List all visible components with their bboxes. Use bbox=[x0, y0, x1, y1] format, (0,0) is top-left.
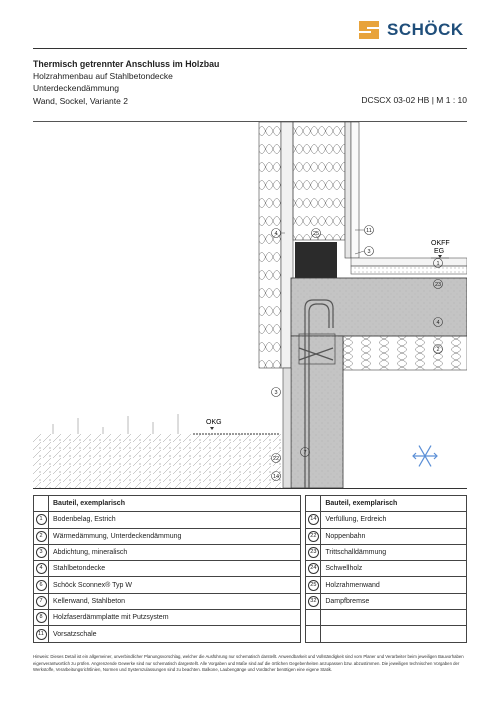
ceiling-insulation bbox=[343, 336, 467, 370]
legend-label: Wärmedämmung, Unterdeckendämmung bbox=[49, 528, 301, 544]
dimple-sheet bbox=[283, 368, 291, 488]
okg-marker bbox=[210, 427, 214, 430]
timber-frame-insulation bbox=[293, 122, 345, 240]
header-divider bbox=[33, 48, 467, 49]
callout-1: 1 bbox=[436, 261, 440, 267]
drawing-bottom-divider bbox=[33, 488, 467, 489]
legend-row bbox=[34, 561, 467, 577]
legend-label: Verfüllung, Erdreich bbox=[321, 512, 467, 528]
vapour-barrier bbox=[345, 122, 351, 258]
legend-label: Bodenbelag, Estrich bbox=[49, 512, 301, 528]
legend-number: 4 bbox=[36, 563, 47, 574]
callout-25: 25 bbox=[312, 231, 320, 237]
callout-14: 14 bbox=[272, 474, 280, 480]
snowflake-icon bbox=[413, 446, 437, 467]
legend-label: Noppenbahn bbox=[321, 528, 467, 544]
legend-number: 1 bbox=[36, 514, 47, 525]
okff-marker bbox=[438, 255, 442, 258]
callout-2: 2 bbox=[436, 347, 440, 353]
callout-4-wall: 4 bbox=[274, 231, 278, 237]
construction-drawing bbox=[33, 122, 467, 488]
callout-23: 23 bbox=[434, 282, 442, 288]
legend-number: 23 bbox=[308, 547, 319, 558]
brand-name: SCHÖCK bbox=[387, 20, 464, 39]
legend-label: Holzfaserdämmplatte mit Putzsystem bbox=[49, 610, 301, 626]
legend-row bbox=[34, 528, 467, 544]
callout-7: 7 bbox=[303, 450, 307, 456]
legend-label: Kellerwand, Stahlbeton bbox=[49, 593, 301, 609]
screed bbox=[351, 258, 467, 266]
detail-subtitle-1: Holzrahmenbau auf Stahlbetondecke bbox=[33, 71, 173, 82]
legend-label-empty bbox=[321, 610, 467, 626]
eg-label: EG bbox=[434, 248, 445, 255]
legend-number: 11 bbox=[36, 629, 47, 640]
callout-3-lower: 3 bbox=[274, 390, 278, 396]
soil-fill bbox=[33, 434, 283, 488]
schoeck-logo bbox=[357, 17, 464, 43]
legend-label-empty bbox=[321, 626, 467, 642]
detail-subtitle-3: Wand, Sockel, Variante 2 bbox=[33, 95, 128, 106]
detail-code-scale: DCSCX 03-02 HB | M 1 : 10 bbox=[361, 95, 467, 105]
callout-11: 11 bbox=[366, 228, 372, 234]
legend-label: Stahlbetondecke bbox=[49, 561, 301, 577]
detail-subtitle-2: Unterdeckendämmung bbox=[33, 83, 119, 94]
legend-row bbox=[34, 610, 467, 626]
legend-row bbox=[34, 593, 467, 609]
title-block bbox=[33, 58, 467, 107]
service-layer bbox=[351, 122, 359, 258]
legend-number: 22 bbox=[308, 531, 319, 542]
legend-number: 6 bbox=[36, 580, 47, 591]
legend-number: 8 bbox=[36, 612, 47, 623]
callout-22: 22 bbox=[272, 456, 280, 462]
legend-number: 14 bbox=[308, 514, 319, 525]
legend-number: 24 bbox=[308, 563, 319, 574]
exterior-insulation bbox=[259, 122, 281, 368]
legend-number: 32 bbox=[308, 596, 319, 607]
legend-label: Dampfbremse bbox=[321, 593, 467, 609]
legend-label: Trittschalldämmung bbox=[321, 544, 467, 560]
legend-row bbox=[34, 544, 467, 560]
callout-4-slab: 4 bbox=[436, 320, 440, 326]
legend-label: Abdichtung, mineralisch bbox=[49, 544, 301, 560]
disclaimer-note: Hinweis: Dieses Detail ist ein allgemeiner, unverbindlicher Planungsvorschlag, welcher die Ausführung nur schematisch darstellt. Anwendbarkeit und Vollständigkeit sind vom Planer und Verarbeiter beim jeweiligen Bauvorhaben eigenverantwortlich zu prüfen. Angrenzende Gewerke sind nur schematisch dargestellt. Alle Vorgaben und Maße sind auf die örtlichen Gegebenheiten anzupassen bzw. abzustimmen. Die jeweiligen technischen Vorgaben der Werkstoffe, Verarbeitungsrichtlinien, Normen und Systemzulassungen sind zu beachten. Balkone, Laubengänge und Vordächer benötigen eine eigene Statik. bbox=[33, 654, 464, 673]
detail-title: Thermisch getrennter Anschluss im Holzbau bbox=[33, 59, 220, 69]
schoeck-logo-icon bbox=[357, 18, 381, 42]
legend-label: Schwellholz bbox=[321, 561, 467, 577]
legend-label: Holzrahmenwand bbox=[321, 577, 467, 593]
callout-3-upper: 3 bbox=[367, 249, 371, 255]
legend-number: 3 bbox=[36, 547, 47, 558]
legend-row bbox=[34, 626, 467, 642]
legend-number: 25 bbox=[308, 580, 319, 591]
legend-row bbox=[34, 577, 467, 593]
legend-label: Vorsatzschale bbox=[49, 626, 301, 642]
legend-number: 7 bbox=[36, 596, 47, 607]
impact-sound-insulation bbox=[351, 266, 467, 274]
legend-header-left: Bauteil, exemplarisch bbox=[49, 496, 301, 512]
okff-label: OKFF bbox=[431, 240, 450, 247]
legend-number: 2 bbox=[36, 531, 47, 542]
legend-header-right: Bauteil, exemplarisch bbox=[321, 496, 467, 512]
sill-beam bbox=[295, 242, 337, 280]
legend-row bbox=[34, 512, 467, 528]
component-legend bbox=[33, 495, 467, 643]
legend-label: Schöck Sconnex® Typ W bbox=[49, 577, 301, 593]
okg-label: OKG bbox=[206, 419, 222, 426]
